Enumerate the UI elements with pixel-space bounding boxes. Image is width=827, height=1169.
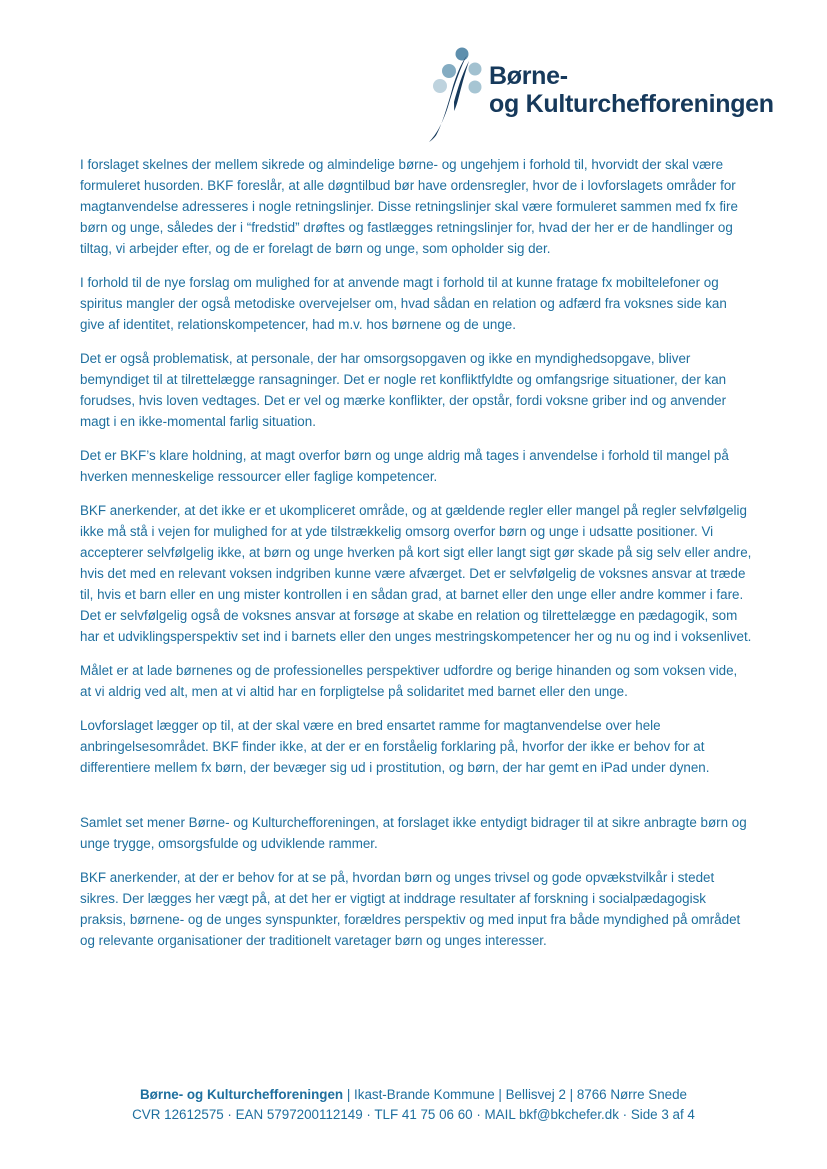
logo-swoosh-branch <box>454 61 469 111</box>
paragraph: I forhold til de nye forslag om mulighed for at anvende magt i forhold til at kunne fratage fx mobiltelefoner og spiritus mangler der også metodiske overvejelser om, hvad sådan en relation og adfærd fra voksnes side kan give af identitet, relationskompetencer, had m.v. hos børnene og de unge. <box>80 275 727 332</box>
logo-circle-top <box>456 48 469 61</box>
logo-circle-lower-right <box>469 81 482 94</box>
footer-contact-line: CVR 12612575 · EAN 5797200112149 · TLF 41 75 06 60 · MAIL bkf@bkchefer.dk · Side 3 af 4 <box>132 1107 695 1122</box>
paragraph: Lovforslaget lægger op til, at der skal være en bred ensartet ramme for magtanvendelse over hele anbringelsesområdet. BKF finder ikke, at der er en forståelig forklaring på, hvorfor der ikke er behov for at differentiere mellem fx børn, der bevæger sig ud i prostitution, og børn, der har gemt en iPad under dynen. <box>80 718 710 775</box>
logo-circle-upper-right <box>469 63 482 76</box>
footer-address-line <box>0 1085 827 1105</box>
org-name <box>489 62 774 118</box>
logo-circle-lower-left <box>433 79 447 93</box>
org-name-line1: Børne- <box>489 62 568 90</box>
footer-org-name: Børne- og Kulturchefforeningen <box>140 1087 344 1102</box>
paragraph: Samlet set mener Børne- og Kulturchefforeningen, at forslaget ikke entydigt bidrager til at sikre anbragte børn og unge trygge, omsorgsfulde og udviklende rammer. <box>80 815 747 851</box>
org-name-line2: og Kulturchefforeningen <box>489 90 774 118</box>
letterhead <box>424 42 774 144</box>
paragraph: Det er BKF’s klare holdning, at magt overfor børn og unge aldrig må tages i anvendelse i forhold til mangel på hverken menneskelige ressourcer eller faglige kompetencer. <box>80 448 729 484</box>
paragraph: Målet er at lade børnenes og de professionelles perspektiver udfordre og berige hinanden og som voksen vide, at vi aldrig ved alt, men at vi altid har en forpligtelse på solidaritet med barnet eller den unge. <box>80 663 738 699</box>
paragraph: BKF anerkender, at der er behov for at se på, hvordan børn og unges trivsel og gode opvækstvilkår i stedet sikres. Der lægges her vægt på, at det her er vigtigt at inddrage resultater af forskning i socialpædagogisk praksis, børnene- og de unges synspunkter, forældres perspektiv og med input fra både myndighed på området og relevante organisationer der traditionelt varetager børn og unges interesser. <box>80 870 741 948</box>
letter-body <box>80 154 752 964</box>
page-footer <box>0 1085 827 1125</box>
paragraph: Det er også problematisk, at personale, der har omsorgsopgaven og ikke en myndighedsopgave, bliver bemyndiget til at tilrettelægge ransagninger. Det er nogle ret konfliktfyldte og omfangsrige situationer, der kan forudses, hvis loven vedtages. Det er vel og mærke konflikter, der opstår, fordi voksne griber ind og anvender magt i en ikke-momental farlig situation. <box>80 351 727 429</box>
paragraph: BKF anerkender, at det ikke er et ukompliceret område, og at gældende regler eller mangel på regler selvfølgelig ikke må stå i vejen for mulighed for at yde tilstrækkelig omsorg overfor børn og unge i udsatte positioner. Vi accepterer selvfølgelig ikke, at børn og unge hverken på kort sigt eller langt sigt gør skade på sig selv eller andre, hvis det med en relevant voksen indgriben kunne være afværget. Det er selvfølgelig de voksnes ansvar at træde til, hvis et barn eller en ung mister kontrollen i en sådan grad, at barnet eller den unge eller andre kommer i fare. Det er selvfølgelig også de voksnes ansvar at forsøge at skabe en relation og tilrettelægge en pædagogik, som har et udviklingsperspektiv set ind i barnets eller den unges mestringskompetencer her og nu og ind i voksenlivet. <box>80 503 752 644</box>
logo-mark-icon <box>424 42 486 144</box>
paragraph: I forslaget skelnes der mellem sikrede og almindelige børne- og ungehjem i forhold til, hvorvidt der skal være formuleret husorden. BKF foreslår, at alle døgntilbud bør have ordensregler, hvor de i lovforslagets områder for magtanvendelse adresseres i nogle retningslinjer. Disse retningslinjer skal være formuleret sammen med fx fire børn og unge, således der i “fredstid” drøftes og fastlægges retningslinjer for, hvad der her er de handlinger og tiltag, vi arbejder efter, og de er forelagt de børn og unge, som opholder sig der. <box>80 157 738 256</box>
footer-address-rest: | Ikast-Brande Kommune | Bellisvej 2 | 8766 Nørre Snede <box>343 1087 687 1102</box>
logo-circle-upper-left <box>442 64 456 78</box>
